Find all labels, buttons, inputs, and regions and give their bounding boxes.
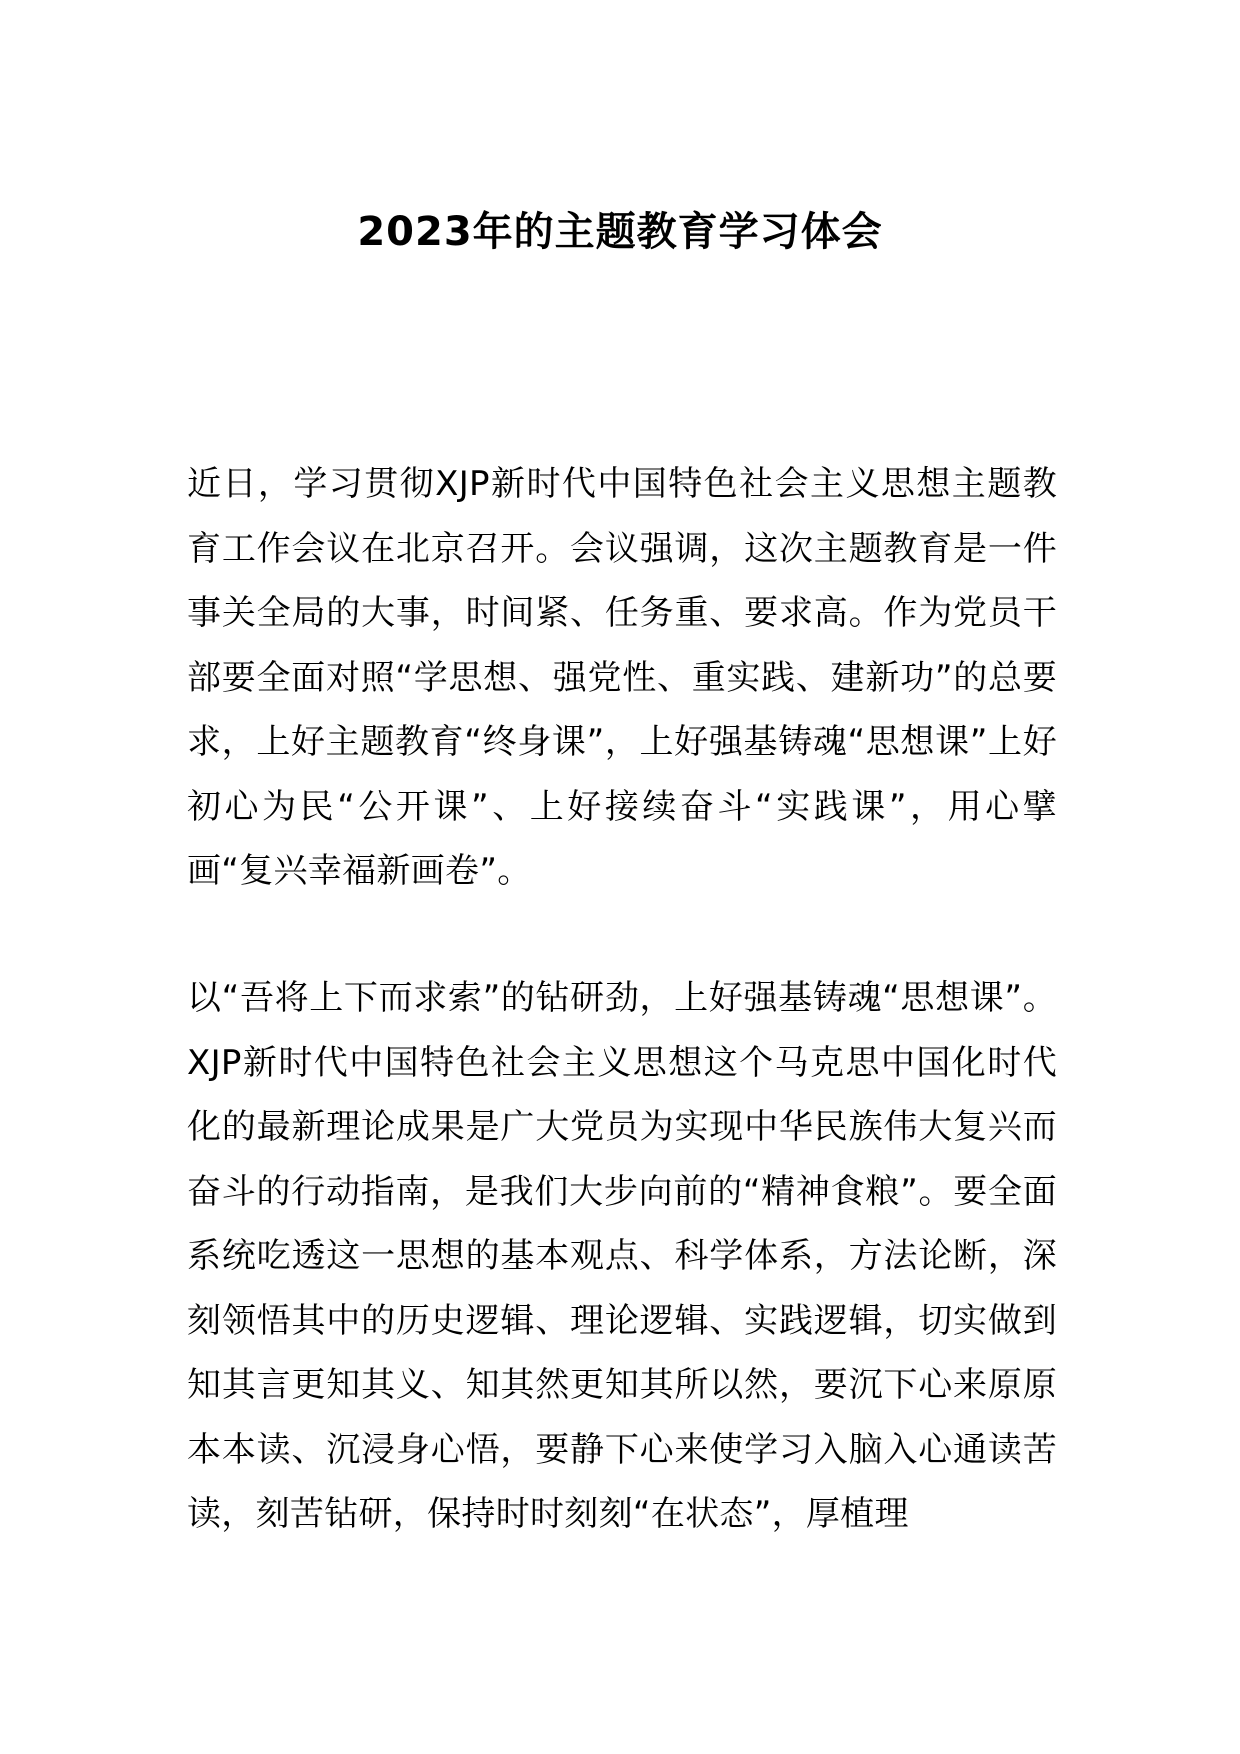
paragraph-1: 近日，学习贯彻XJP新时代中国特色社会主义思想主题教育工作会议在北京召开。会议强调，这次主题教育是一件事关全局的大事，时间紧、任务重、要求高。作为党员干部要全面对照“学思想、强党性、重实践、建新功”的总要求，上好主题教育“终身课”，上好强基铸魂“思想课”上好初心为民“公开课”、上好接续奋斗“实践课”，用心擘画“复兴幸福新画卷”。 [187, 464, 1057, 891]
paragraph-2: 以“吾将上下而求索”的钻研劲，上好强基铸魂“思想课”。XJP新时代中国特色社会主义思想这个马克思中国化时代化的最新理论成果是广大党员为实现中华民族伟大复兴而奋斗的行动指南，是我们大步向前的“精神食粮”。要全面系统吃透这一思想的基本观点、科学体系，方法论断，深刻领悟其中的历史逻辑、理论逻辑、实践逻辑，切实做到知其言更知其义、知其然更知其所以然，要沉下心来原原本本读、沉浸身心悟，要静下心来使学习入脑入心通读苦读，刻苦钻研，保持时时刻刻“在状态”，厚植理 [187, 978, 1057, 1534]
document-title: 2023年的主题教育学习体会 [357, 209, 883, 255]
